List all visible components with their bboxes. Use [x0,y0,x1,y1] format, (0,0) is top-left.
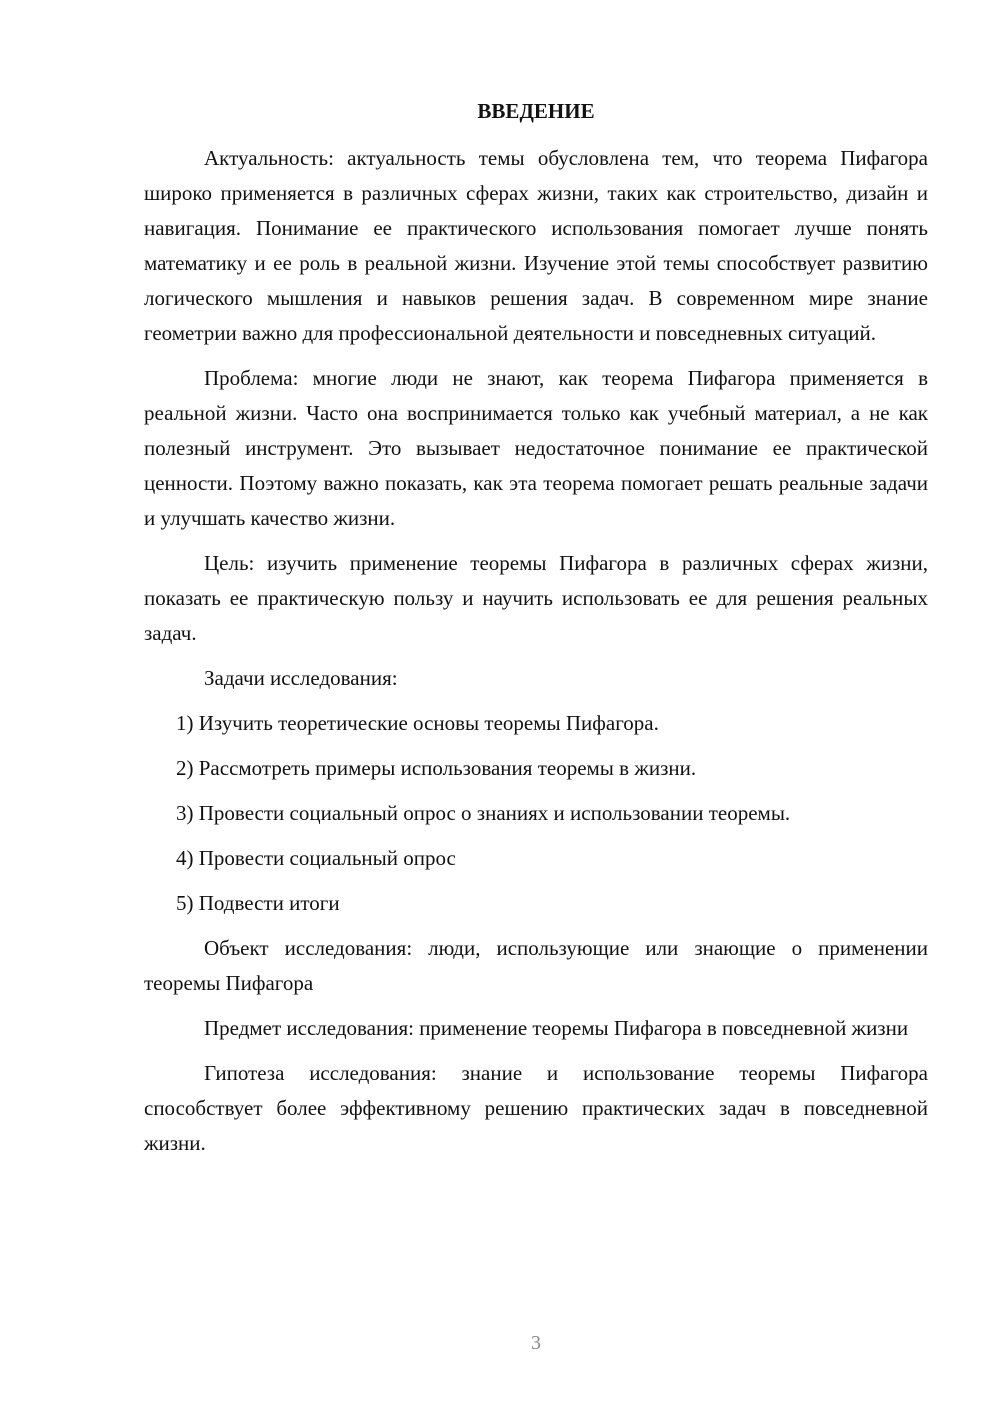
task-item: 5) Подвести итоги [176,891,340,915]
object-paragraph: Объект исследования: люди, использующие или знающие о применении теоремы Пифагора [144,936,928,995]
page-title: ВВЕДЕНИЕ [477,99,595,123]
goal-paragraph: Цель: изучить применение теоремы Пифагора в различных сферах жизни, показать ее практическую пользу и научить использовать ее для решения реальных задач. [144,551,928,645]
problem-paragraph: Проблема: многие люди не знают, как теорема Пифагора применяется в реальной жизни. Часто она воспринимается только как учебный материал, а не как полезный инструмент. Это вызывает недостаточное понимание ее практической ценности. Поэтому важно показать, как эта теорема помогает решать реальные задачи и улучшать качество жизни. [144,366,928,530]
task-item: 4) Провести социальный опрос [176,846,456,870]
hypothesis-paragraph: Гипотеза исследования: знание и использование теоремы Пифагора способствует более эффективному решению практических задач в повседневной жизни. [144,1061,928,1155]
subject-paragraph: Предмет исследования: применение теоремы Пифагора в повседневной жизни [204,1016,909,1040]
page-number: 3 [531,1332,541,1354]
tasks-label: Задачи исследования: [204,666,398,690]
relevance-paragraph: Актуальность: актуальность темы обусловлена тем, что теорема Пифагора широко применяется в различных сферах жизни, таких как строительство, дизайн и навигация. Понимание ее практического использования помогает лучше понять математику и ее роль в реальной жизни. Изучение этой темы способствует развитию логического мышления и навыков решения задач. В современном мире знание геометрии важно для профессиональной деятельности и повседневных ситуаций. [144,146,928,345]
page-content [144,94,928,1171]
task-item: 3) Провести социальный опрос о знаниях и использовании теоремы. [176,801,791,825]
tasks-list [144,706,928,921]
task-item: 2) Рассмотреть примеры использования теоремы в жизни. [176,756,697,780]
task-item: 1) Изучить теоретические основы теоремы Пифагора. [176,711,659,735]
